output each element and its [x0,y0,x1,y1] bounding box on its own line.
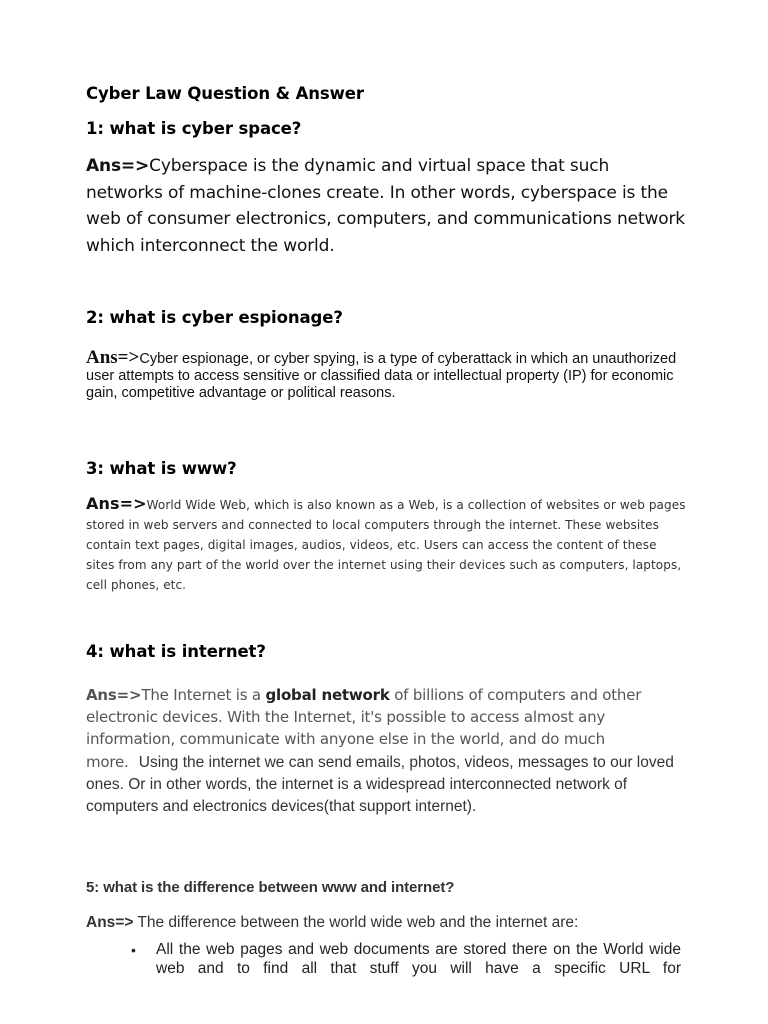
answer-text: The difference between the world wide web and the internet are: [133,914,579,931]
answer-1 [86,153,686,259]
answer-text: The Internet is a [141,686,266,704]
question-1: 1: what is cyber space? [86,119,302,138]
answer-emphasis: global network [265,686,390,704]
document-title: Cyber Law Question & Answer [86,84,364,103]
answer-4 [86,684,686,819]
answer-2 [86,349,686,402]
answer-5-bullet-list [131,941,681,978]
question-5: 5: what is the difference between www and internet? [86,879,455,896]
bullet-icon: • [131,942,136,958]
answer-label: Ans=> [86,494,147,513]
answer-text: Cyberspace is the dynamic and virtual space that such networks of machine-clones create. In other words, cyberspace is the web of consumer electronics, computers, and communications network which interconnect the world. [86,156,685,256]
list-item-text: All the web pages and web documents are stored there on the World wide web and to find all that stuff you will have a specific URL for [156,941,681,977]
answer-label: Ans=> [86,347,140,368]
question-2: 2: what is cyber espionage? [86,308,343,327]
question-4: 4: what is internet? [86,642,266,661]
answer-text-plain: Using the internet we can send emails, photos, videos, messages to our loved ones. Or in other words, the internet is a widespread interconnected network of computers and electronics devices(that support internet). [86,753,674,816]
answer-label: Ans=> [86,914,134,931]
list-item [131,941,681,978]
answer-text: Cyber espionage, or cyber spying, is a type of cyberattack in which an unauthorized user attempts to access sensitive or classified data or intellectual property (IP) for economic gain, competitive advantage or political reasons. [86,351,677,401]
answer-label: Ans=> [86,156,150,176]
answer-label: Ans=> [86,686,142,704]
answer-text: of billions of computers and other electronic devices. With the Internet, it's possible to access almost any information, communicate with anyone else in the world, and do much more. [86,686,642,771]
answer-text: World Wide Web, which is also known as a Web, is a collection of websites or web pages stored in web servers and connected to local computers through the internet. These websites contain text pages, digital images, audios, videos, etc. Users can access the content of these sites from any part of the world over the internet using their devices such as computers, laptops, cell phones, etc. [86,498,686,592]
question-3: 3: what is www? [86,459,237,478]
answer-5 [86,914,686,932]
answer-3 [86,494,686,595]
